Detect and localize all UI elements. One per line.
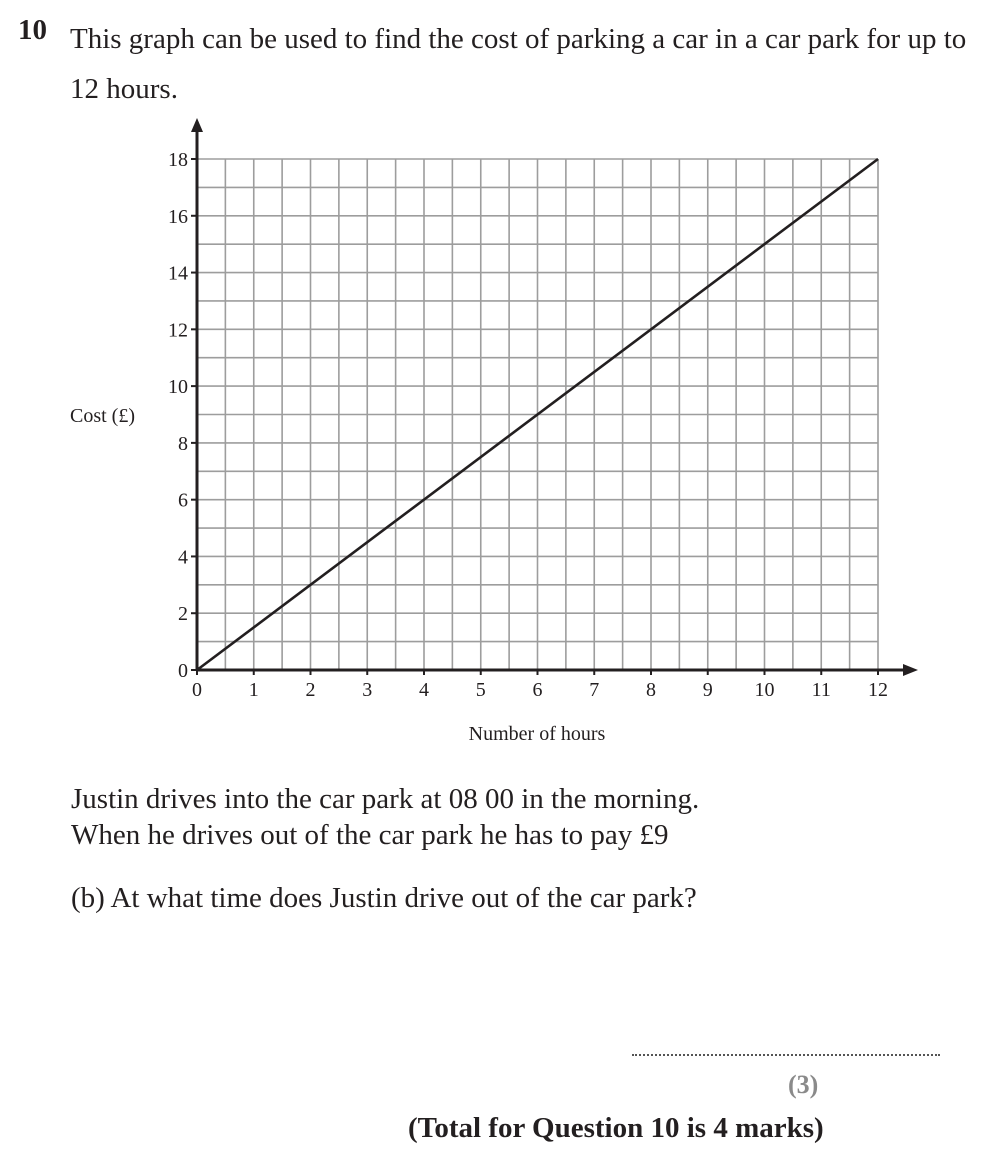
y-tick-label: 4 (178, 546, 188, 569)
y-tick-label: 12 (168, 319, 188, 342)
info-line-1: Justin drives into the car park at 08 00 in the morning. (71, 783, 700, 815)
x-tick-label: 0 (192, 679, 202, 701)
y-tick-label: 6 (178, 489, 188, 512)
x-tick-label: 10 (754, 679, 775, 701)
y-tick-label: 16 (168, 205, 188, 228)
y-tick-label: 18 (168, 149, 188, 171)
y-tick-label: 10 (168, 376, 188, 399)
y-tick-label: 0 (178, 660, 188, 682)
x-tick-label: 9 (702, 679, 713, 701)
x-tick-label: 11 (811, 679, 831, 701)
x-axis-arrow (903, 664, 918, 676)
y-tick-label: 2 (178, 603, 188, 626)
x-tick-label: 6 (532, 679, 543, 701)
x-tick-label: 12 (868, 679, 888, 701)
y-tick-label: 8 (178, 432, 188, 455)
y-axis-label: Cost (£) (70, 405, 135, 427)
answer-line[interactable] (632, 1054, 940, 1056)
x-tick-label: 5 (475, 679, 486, 701)
x-tick-label: 3 (362, 679, 373, 701)
question-number: 10 (18, 14, 47, 46)
x-axis-label: Number of hours (468, 723, 606, 745)
total-marks: (Total for Question 10 is 4 marks) (408, 1112, 824, 1144)
question-text: This graph can be used to find the cost of parking a car in a car park for up to 12 hours. (70, 23, 967, 105)
x-tick-label: 1 (248, 679, 259, 701)
y-tick-label: 14 (168, 262, 188, 285)
y-axis-arrow (191, 118, 203, 132)
x-tick-label: 8 (646, 679, 656, 701)
marks-label: (3) (788, 1070, 819, 1099)
x-tick-label: 2 (305, 679, 316, 701)
info-line-2: When he drives out of the car park he has to pay £9 (71, 819, 669, 851)
x-tick-label: 4 (419, 679, 429, 701)
x-tick-label: 7 (589, 679, 600, 701)
part-b-question: (b) At what time does Justin drive out of the car park? (71, 882, 697, 914)
